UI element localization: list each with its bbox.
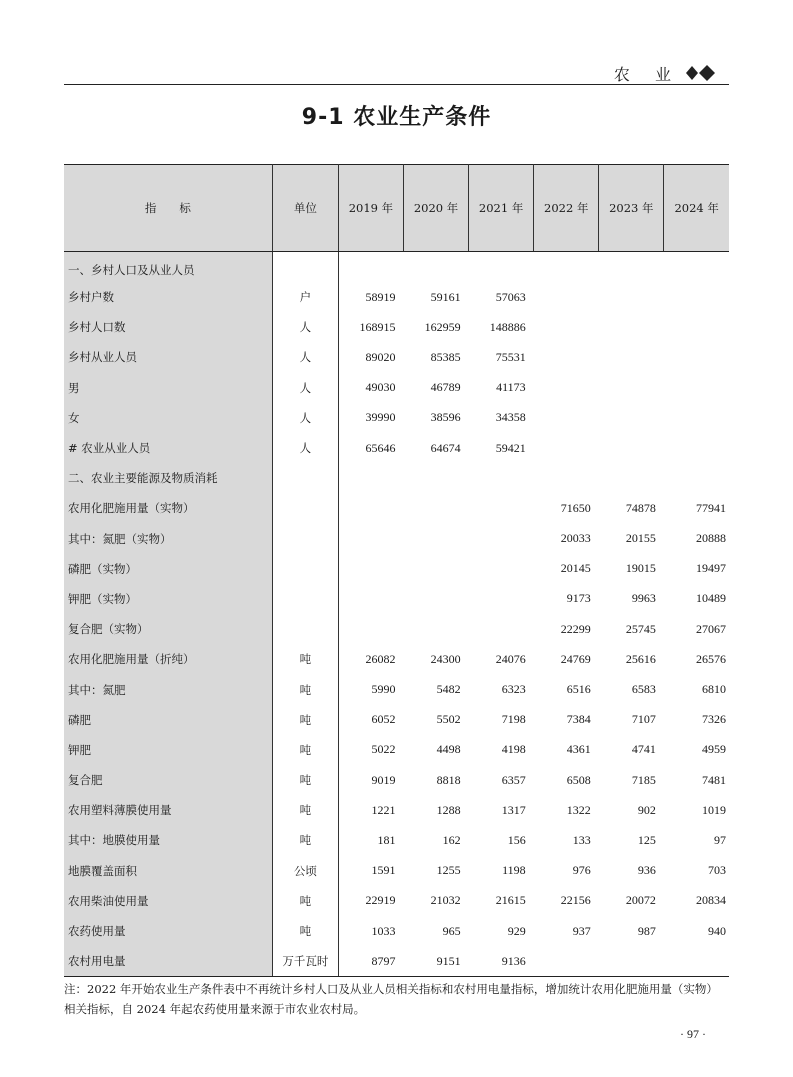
cell-value: 59421 (495, 440, 526, 455)
table-row (64, 524, 729, 554)
row-unit (272, 493, 338, 523)
cell-value: 24076 (495, 651, 526, 666)
header-year: 2022 年 (534, 165, 599, 252)
table-row (64, 674, 729, 704)
row-label: 农用化肥施用量（实物） (64, 493, 272, 523)
cell-value: 4959 (702, 742, 726, 757)
cell-value: 24300 (430, 651, 461, 666)
row-unit: 公顷 (272, 856, 338, 886)
cell-value: 156 (507, 832, 526, 847)
cell-value (534, 312, 599, 342)
header-unit: 单位 (272, 165, 338, 252)
cell-value: 987 (637, 923, 656, 938)
cell-value: 4741 (631, 742, 656, 757)
row-label: 其中：地膜使用量 (64, 825, 272, 855)
cell-value (338, 554, 403, 584)
cell-value: 38596 (430, 410, 461, 425)
cell-value (599, 946, 664, 977)
header-year: 2020 年 (404, 165, 469, 252)
cell-value (664, 373, 729, 403)
cell-value: 965 (442, 923, 461, 938)
cell-value: 22156 (560, 893, 591, 908)
table-row (64, 825, 729, 855)
cell-value: 976 (572, 863, 591, 878)
cell-value: 27067 (696, 621, 726, 636)
cell-value: 25745 (625, 621, 656, 636)
cell-value (469, 584, 534, 614)
cell-value: 1221 (371, 802, 396, 817)
cell-value: 75531 (495, 349, 526, 364)
cell-value: 20072 (625, 893, 656, 908)
cell-value (599, 282, 664, 312)
cell-value: 7326 (702, 712, 726, 727)
row-label: 二、农业主要能源及物质消耗 (64, 463, 272, 493)
cell-value (534, 433, 599, 463)
row-label: 钾肥 (64, 735, 272, 765)
table-body (64, 252, 729, 977)
row-unit: 人 (272, 373, 338, 403)
cell-value: 65646 (365, 440, 396, 455)
cell-value: 89020 (365, 349, 396, 364)
row-unit: 吨 (272, 674, 338, 704)
row-unit (272, 554, 338, 584)
table-row (64, 584, 729, 614)
page-number: · 97 · (680, 1027, 706, 1041)
table-row (64, 795, 729, 825)
row-label: 农用柴油使用量 (64, 886, 272, 916)
cell-value (469, 463, 534, 493)
row-label: 磷肥（实物） (64, 554, 272, 584)
row-label: 乡村从业人员 (64, 342, 272, 372)
row-label: 复合肥（实物） (64, 614, 272, 644)
cell-value: 5990 (371, 682, 396, 697)
cell-value: 20834 (696, 893, 726, 908)
cell-value: 9136 (469, 946, 534, 977)
cell-value: 940 (708, 923, 726, 938)
cell-value (599, 463, 664, 493)
cell-value (338, 252, 403, 283)
cell-value (534, 463, 599, 493)
cell-value (664, 433, 729, 463)
cell-value (599, 373, 664, 403)
cell-value: 9173 (566, 591, 591, 606)
cell-value (338, 584, 403, 614)
row-label: 其中：氮肥 (64, 674, 272, 704)
cell-value (404, 463, 469, 493)
cell-value (664, 342, 729, 372)
cell-value: 20033 (560, 531, 591, 546)
cell-value: 85385 (430, 349, 461, 364)
row-unit: 吨 (272, 795, 338, 825)
cell-value: 41173 (496, 380, 526, 395)
table-row (64, 282, 729, 312)
cell-value: 162 (442, 832, 461, 847)
header-year: 2019 年 (338, 165, 403, 252)
cell-value: 4498 (436, 742, 461, 757)
cell-value: 703 (708, 863, 726, 878)
table-row (64, 614, 729, 644)
cell-value (338, 493, 403, 523)
cell-value: 1255 (436, 863, 461, 878)
cell-value: 937 (572, 923, 591, 938)
cell-value: 6323 (501, 682, 526, 697)
cell-value: 20145 (560, 561, 591, 576)
data-table (64, 164, 729, 977)
row-label: 复合肥 (64, 765, 272, 795)
row-unit: 人 (272, 312, 338, 342)
cell-value: 8818 (436, 772, 461, 787)
cell-value: 5022 (371, 742, 396, 757)
row-unit: 人 (272, 433, 338, 463)
cell-value (664, 946, 729, 977)
table-row (64, 312, 729, 342)
cell-value (404, 584, 469, 614)
cell-value: 1591 (371, 863, 396, 878)
row-label: 农用塑料薄膜使用量 (64, 795, 272, 825)
header-indicator: 指 标 (64, 165, 272, 252)
cell-value: 168915 (359, 319, 396, 334)
diamond-ornament-icon (685, 64, 729, 82)
cell-value: 57063 (495, 289, 526, 304)
cell-value: 4361 (566, 742, 591, 757)
cell-value (469, 554, 534, 584)
cell-value: 74878 (625, 500, 656, 515)
cell-value (534, 342, 599, 372)
cell-value (338, 614, 403, 644)
table-row (64, 252, 729, 283)
table-row (64, 342, 729, 372)
section-name: 农 业 (613, 65, 681, 84)
cell-value: 64674 (430, 440, 461, 455)
cell-value (404, 614, 469, 644)
table-header-row (64, 165, 729, 252)
cell-value: 7198 (501, 712, 526, 727)
row-unit: 吨 (272, 644, 338, 674)
cell-value (469, 524, 534, 554)
row-unit: 吨 (272, 825, 338, 855)
cell-value (404, 524, 469, 554)
table-row (64, 373, 729, 403)
cell-value: 7185 (631, 772, 656, 787)
cell-value: 22919 (365, 893, 396, 908)
cell-value: 6516 (566, 682, 591, 697)
cell-value (534, 282, 599, 312)
row-unit: 万千瓦时 (272, 946, 338, 977)
row-unit (272, 614, 338, 644)
row-label: 乡村人口数 (64, 312, 272, 342)
cell-value: 24769 (560, 651, 591, 666)
row-label: 男 (64, 373, 272, 403)
cell-value (338, 524, 403, 554)
row-label: 农村用电量 (64, 946, 272, 977)
cell-value: 1033 (371, 923, 396, 938)
row-label: 其中：氮肥（实物） (64, 524, 272, 554)
cell-value: 5502 (436, 712, 461, 727)
cell-value (664, 463, 729, 493)
cell-value (469, 614, 534, 644)
row-label: 磷肥 (64, 705, 272, 735)
cell-value: 7384 (566, 712, 591, 727)
table-row (64, 765, 729, 795)
cell-value: 1198 (502, 863, 526, 878)
cell-value: 7481 (702, 772, 726, 787)
row-unit: 户 (272, 282, 338, 312)
cell-value (664, 312, 729, 342)
cell-value: 181 (377, 832, 396, 847)
row-unit: 吨 (272, 735, 338, 765)
cell-value: 10489 (696, 591, 726, 606)
table-row (64, 554, 729, 584)
cell-value (469, 252, 534, 283)
row-unit: 吨 (272, 916, 338, 946)
row-unit (272, 584, 338, 614)
cell-value: 26576 (696, 651, 726, 666)
cell-value: 125 (637, 832, 656, 847)
cell-value: 97 (714, 832, 726, 847)
running-header (64, 60, 729, 84)
table-row (64, 644, 729, 674)
row-unit (272, 524, 338, 554)
row-label: 钾肥（实物） (64, 584, 272, 614)
row-label: 女 (64, 403, 272, 433)
header-year: 2023 年 (599, 165, 664, 252)
cell-value (599, 403, 664, 433)
cell-value (599, 252, 664, 283)
cell-value: 6810 (702, 682, 726, 697)
row-label: 农用化肥施用量（折纯） (64, 644, 272, 674)
cell-value: 4198 (501, 742, 526, 757)
table-title: 9-1 农业生产条件 (301, 105, 492, 130)
cell-value (534, 403, 599, 433)
cell-value: 21615 (495, 893, 526, 908)
cell-value (404, 252, 469, 283)
table-row (64, 463, 729, 493)
row-label: 农药使用量 (64, 916, 272, 946)
cell-value: 1317 (501, 802, 526, 817)
row-label: 乡村户数 (64, 282, 272, 312)
cell-value (599, 312, 664, 342)
table-row (64, 493, 729, 523)
cell-value: 9019 (371, 772, 396, 787)
cell-value (664, 282, 729, 312)
cell-value: 148886 (489, 319, 526, 334)
row-unit: 吨 (272, 886, 338, 916)
cell-value (404, 554, 469, 584)
cell-value: 20155 (625, 531, 656, 546)
cell-value: 49030 (365, 380, 396, 395)
cell-value (664, 252, 729, 283)
cell-value: 77941 (696, 500, 726, 515)
cell-value: 6508 (566, 772, 591, 787)
table-row (64, 856, 729, 886)
cell-value (534, 373, 599, 403)
row-unit: 人 (272, 342, 338, 372)
cell-value: 7107 (631, 712, 656, 727)
cell-value (469, 493, 534, 523)
row-unit (272, 252, 338, 283)
cell-value: 9151 (404, 946, 469, 977)
cell-value: 71650 (560, 500, 591, 515)
cell-value: 1322 (566, 802, 591, 817)
cell-value: 46789 (430, 380, 461, 395)
row-unit: 人 (272, 403, 338, 433)
cell-value: 20888 (696, 531, 726, 546)
cell-value: 22299 (560, 621, 591, 636)
cell-value: 9963 (631, 591, 656, 606)
cell-value: 929 (507, 923, 526, 938)
header-year: 2021 年 (469, 165, 534, 252)
cell-value (534, 252, 599, 283)
row-unit: 吨 (272, 765, 338, 795)
cell-value (338, 463, 403, 493)
header-year: 2024 年 (664, 165, 729, 252)
cell-value: 8797 (338, 946, 403, 977)
cell-value: 39990 (365, 410, 396, 425)
footnote: 注：2022 年开始农业生产条件表中不再统计乡村人口及从业人员相关指标和农村用电量指标，增加统计农用化肥施用量（实物）相关指标，自 2024 年起农药使用量来源于市农业农村局。 (64, 982, 718, 1016)
row-label: 地膜覆盖面积 (64, 856, 272, 886)
row-label: # 农业从业人员 (64, 433, 272, 463)
table-row (64, 916, 729, 946)
cell-value: 1288 (436, 802, 461, 817)
table-row (64, 886, 729, 916)
cell-value: 25616 (625, 651, 656, 666)
cell-value: 6357 (501, 772, 526, 787)
row-unit (272, 463, 338, 493)
cell-value (404, 493, 469, 523)
cell-value: 59161 (430, 289, 461, 304)
cell-value: 133 (572, 832, 591, 847)
table-row (64, 403, 729, 433)
cell-value: 6583 (631, 682, 656, 697)
table-row (64, 735, 729, 765)
cell-value (599, 433, 664, 463)
header-rule (64, 84, 729, 85)
cell-value: 19015 (625, 561, 656, 576)
cell-value (664, 403, 729, 433)
table-row (64, 705, 729, 735)
cell-value: 21032 (430, 893, 461, 908)
cell-value (599, 342, 664, 372)
cell-value: 6052 (371, 712, 396, 727)
cell-value: 1019 (702, 802, 726, 817)
table-row (64, 946, 729, 977)
row-label: 一、乡村人口及从业人员 (64, 252, 272, 283)
cell-value: 34358 (495, 410, 526, 425)
cell-value: 58919 (365, 289, 396, 304)
row-unit: 吨 (272, 705, 338, 735)
cell-value: 19497 (696, 561, 726, 576)
cell-value: 5482 (436, 682, 461, 697)
table-row (64, 433, 729, 463)
cell-value: 902 (637, 802, 656, 817)
cell-value: 936 (637, 863, 656, 878)
cell-value (534, 946, 599, 977)
cell-value: 162959 (424, 319, 461, 334)
cell-value: 26082 (365, 651, 396, 666)
